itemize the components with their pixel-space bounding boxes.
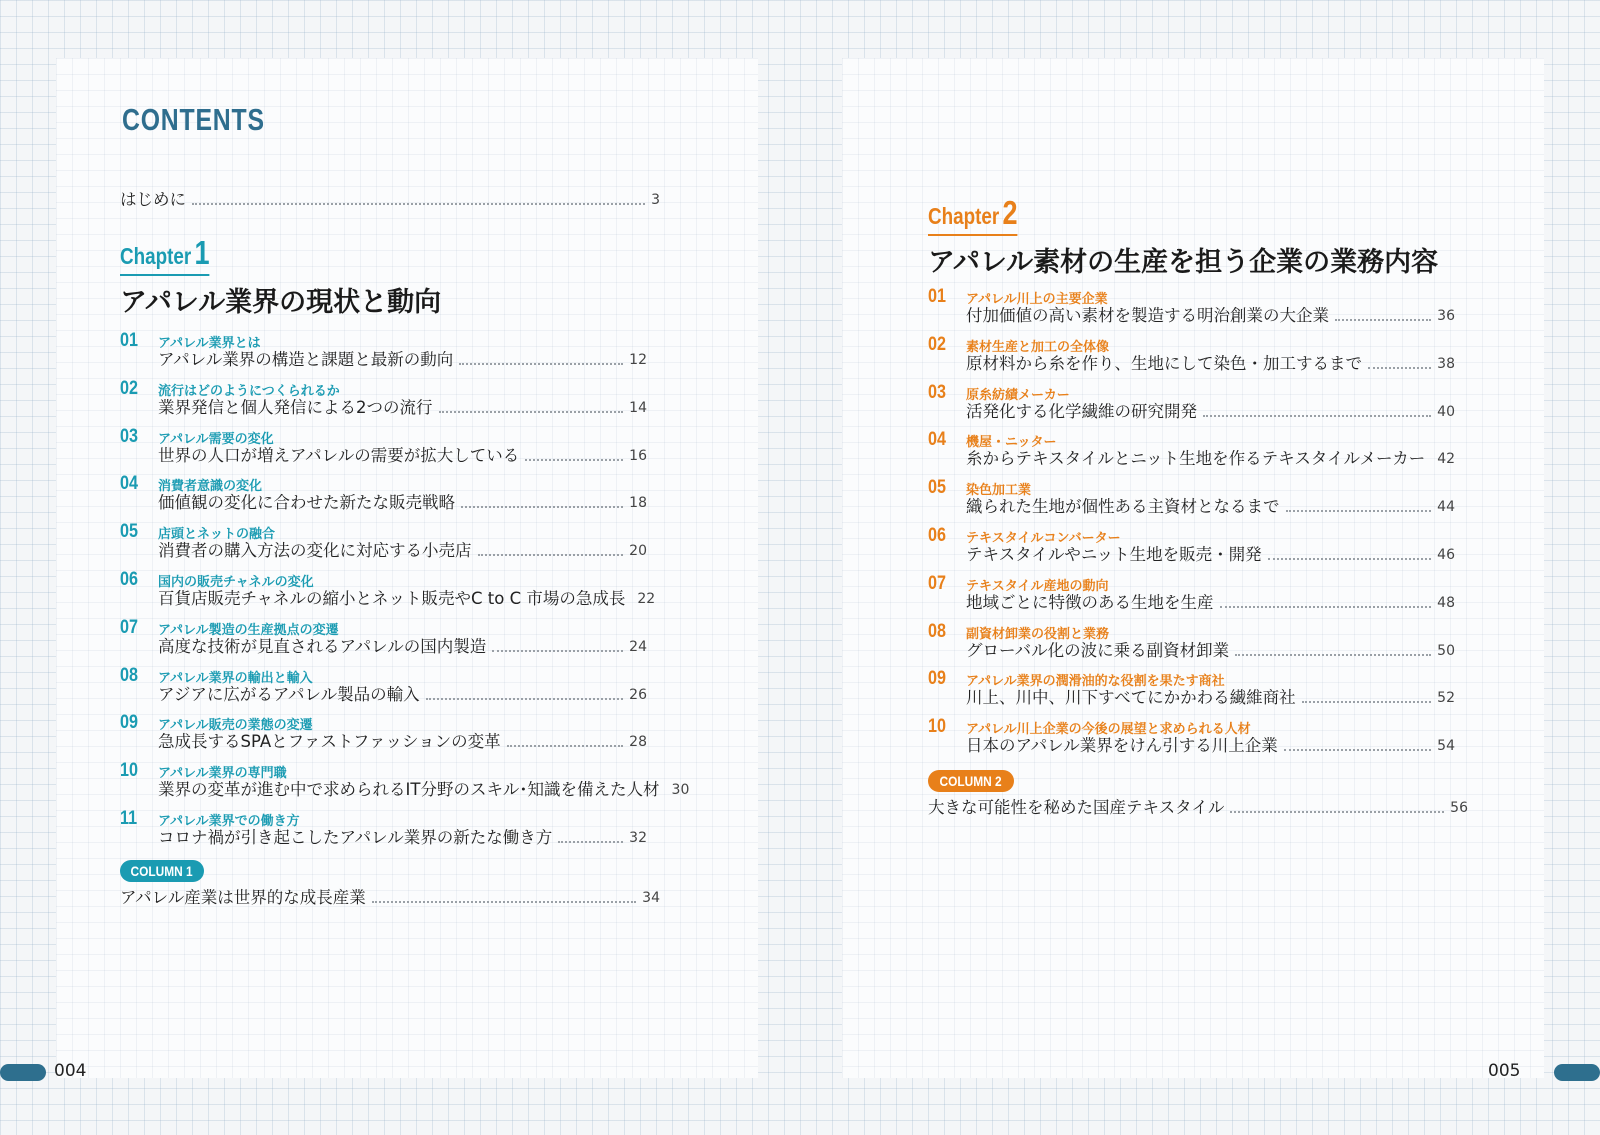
chapter-2-number: 2 bbox=[1002, 194, 1018, 231]
leader-dots bbox=[1284, 749, 1431, 751]
column-1-page: 34 bbox=[642, 890, 660, 906]
entry-title: 付加価値の高い素材を製造する明治創業の大企業 bbox=[966, 306, 1329, 325]
intro-page: 3 bbox=[651, 192, 660, 208]
entry-subtitle: テキスタイル産地の動向 bbox=[966, 578, 1109, 594]
entry-subtitle: 原糸紡績メーカー bbox=[966, 387, 1070, 403]
entry-subtitle: 消費者意識の変化 bbox=[158, 479, 263, 495]
contents-title: CONTENTS bbox=[122, 102, 265, 137]
entry-page: 46 bbox=[1437, 547, 1455, 563]
leader-dots bbox=[439, 411, 624, 413]
left-folio-tab bbox=[0, 1064, 46, 1081]
entry-number: 03 bbox=[928, 381, 946, 403]
intro-entry[interactable] bbox=[120, 190, 660, 210]
entry-title: アジアに広がるアパレル製品の輸入 bbox=[158, 684, 420, 704]
chapter-2-label: Chapter2 bbox=[928, 194, 1037, 236]
entry-page: 14 bbox=[629, 399, 647, 416]
entry-page: 28 bbox=[629, 734, 647, 751]
entry-number: 04 bbox=[120, 473, 138, 495]
entry-title: 糸からテキスタイルとニット生地を作るテキスタイルメーカー bbox=[966, 449, 1426, 469]
entry-page: 38 bbox=[1437, 355, 1455, 372]
leader-dots bbox=[507, 745, 624, 747]
entry-title: 百貨店販売チャネルの縮小とネット販売やC to C 市場の急成長 bbox=[158, 589, 626, 608]
chapter-2-title: アパレル素材の生産を担う企業の業務内容 bbox=[928, 247, 1439, 278]
entry-title: アパレル業界の構造と課題と最新の動向 bbox=[158, 350, 454, 369]
leader-dots bbox=[1268, 558, 1431, 560]
entry-number: 06 bbox=[928, 525, 946, 546]
leader-dots bbox=[478, 554, 624, 556]
entry-page: 42 bbox=[1437, 451, 1456, 468]
entry-title: 活発化する化学繊維の研究開発 bbox=[966, 401, 1197, 421]
column-1-entry[interactable] bbox=[120, 888, 660, 908]
entry-number: 08 bbox=[928, 620, 946, 642]
entry-title: 急成長するSPAとファストファッションの変革 bbox=[158, 732, 501, 752]
entry-subtitle: 国内の販売チャネルの変化 bbox=[158, 575, 314, 590]
column-1-badge: COLUMN 1 bbox=[120, 860, 204, 882]
entry-page: 18 bbox=[629, 495, 647, 512]
entry-page: 20 bbox=[629, 543, 647, 560]
entry-number: 07 bbox=[120, 616, 138, 638]
entry-subtitle: アパレル製造の生産拠点の変遷 bbox=[158, 622, 339, 638]
entry-number: 04 bbox=[928, 429, 946, 451]
leader-dots bbox=[525, 459, 623, 461]
entry-number: 05 bbox=[928, 477, 946, 499]
entry-title: 川上、川中、川下すべてにかかわる繊維商社 bbox=[966, 688, 1296, 708]
column-2-title: 大きな可能性を秘めた国産テキスタイル bbox=[928, 798, 1225, 817]
entry-number: 10 bbox=[928, 716, 946, 738]
leader-dots bbox=[1203, 415, 1431, 417]
entry-page: 54 bbox=[1437, 738, 1455, 755]
column-1-title: アパレル産業は世界的な成長産業 bbox=[120, 888, 366, 907]
entry-subtitle: アパレル業界での働き方 bbox=[158, 814, 300, 829]
entry-subtitle: アパレル業界の潤滑油的な役割を果たす商社 bbox=[966, 674, 1225, 690]
leader-dots bbox=[1302, 701, 1432, 703]
entry-page: 26 bbox=[629, 686, 647, 703]
entry-title: 業界の変革が進む中で求められるIT分野のスキル･知識を備えた人材 bbox=[158, 780, 660, 800]
entry-page: 22 bbox=[637, 591, 656, 607]
entry-title: 業界発信と個人発信による2つの流行 bbox=[158, 397, 433, 417]
entry-number: 09 bbox=[928, 668, 946, 690]
entry-subtitle: 店頭とネットの融合 bbox=[158, 527, 276, 543]
entry-page: 16 bbox=[629, 447, 647, 464]
leader-dots bbox=[492, 650, 623, 652]
entry-page: 40 bbox=[1437, 403, 1455, 420]
leader-dots bbox=[1335, 319, 1431, 321]
chapter-1-number: 1 bbox=[194, 234, 210, 271]
entry-page: 50 bbox=[1437, 642, 1455, 659]
intro-label: はじめに bbox=[120, 190, 186, 209]
entry-number: 11 bbox=[120, 808, 138, 829]
entry-title: 消費者の購入方法の変化に対応する小売店 bbox=[158, 541, 472, 561]
leader-dots bbox=[1286, 510, 1432, 512]
entry-subtitle: 副資材卸業の役割と業務 bbox=[966, 626, 1110, 642]
entry-page: 44 bbox=[1437, 499, 1455, 516]
entry-number: 05 bbox=[120, 521, 138, 543]
entry-subtitle: 染色加工業 bbox=[966, 483, 1032, 499]
entry-title: 織られた生地が個性ある主資材となるまで bbox=[966, 497, 1280, 517]
entry-number: 02 bbox=[928, 333, 946, 355]
entry-number: 08 bbox=[120, 664, 138, 686]
entry-title: グローバル化の波に乗る副資材卸業 bbox=[966, 640, 1230, 660]
leader-dots bbox=[1230, 811, 1444, 813]
entry-page: 52 bbox=[1437, 690, 1455, 707]
entry-subtitle: アパレル業界の輸出と輸入 bbox=[158, 670, 313, 686]
entry-page: 24 bbox=[629, 638, 647, 655]
entry-number: 03 bbox=[120, 425, 138, 447]
entry-title: 価値観の変化に合わせた新たな販売戦略 bbox=[158, 493, 455, 513]
entry-page: 12 bbox=[629, 352, 647, 368]
right-page bbox=[842, 58, 1544, 1078]
column-2-page: 56 bbox=[1450, 800, 1468, 816]
entry-number: 06 bbox=[120, 569, 138, 590]
entry-title: 原材料から糸を作り、生地にして染色・加工するまで bbox=[966, 353, 1362, 373]
leader-dots bbox=[372, 901, 636, 903]
chapter-1-label: Chapter1 bbox=[120, 234, 229, 276]
entry-page: 36 bbox=[1437, 308, 1455, 324]
entry-title: 世界の人口が増えアパレルの需要が拡大している bbox=[158, 445, 520, 465]
column-2-entry[interactable] bbox=[928, 798, 1468, 818]
right-folio-tab bbox=[1554, 1064, 1600, 1081]
entry-page: 30 bbox=[671, 782, 690, 799]
entry-number: 01 bbox=[928, 286, 946, 307]
entry-number: 01 bbox=[120, 330, 138, 351]
entry-subtitle: アパレル販売の業態の変遷 bbox=[158, 718, 313, 734]
entry-subtitle: 素材生産と加工の全体像 bbox=[966, 339, 1110, 355]
leader-dots bbox=[459, 363, 623, 365]
entry-subtitle: アパレル川上の主要企業 bbox=[966, 292, 1108, 307]
entry-number: 02 bbox=[120, 377, 138, 399]
entry-title: 高度な技術が見直されるアパレルの国内製造 bbox=[158, 636, 487, 656]
leader-dots bbox=[461, 506, 623, 508]
leader-dots bbox=[1368, 367, 1431, 369]
leader-dots bbox=[558, 841, 623, 843]
leader-dots bbox=[426, 698, 624, 700]
entry-page: 48 bbox=[1437, 594, 1455, 611]
entry-title: 地域ごとに特徴のある生地を生産 bbox=[966, 592, 1214, 612]
entry-number: 09 bbox=[120, 712, 138, 734]
entry-subtitle: アパレル業界とは bbox=[158, 336, 261, 351]
chapter-1-title: アパレル業界の現状と動向 bbox=[120, 287, 442, 318]
column-2-badge: COLUMN 2 bbox=[928, 770, 1014, 792]
entry-page: 32 bbox=[629, 830, 647, 846]
leader-dots bbox=[1235, 654, 1431, 656]
leader-dots bbox=[192, 203, 645, 205]
entry-number: 07 bbox=[928, 572, 946, 594]
left-page bbox=[56, 58, 758, 1078]
entry-subtitle: 流行はどのようにつくられるか bbox=[158, 383, 340, 399]
right-folio: 005 bbox=[1488, 1061, 1521, 1081]
entry-subtitle: テキスタイルコンバーター bbox=[966, 531, 1121, 546]
entry-subtitle: 機屋・ニッター bbox=[966, 435, 1057, 451]
entry-title: コロナ禍が引き起こしたアパレル業界の新たな働き方 bbox=[158, 828, 553, 847]
entry-title: 日本のアパレル業界をけん引する川上企業 bbox=[966, 736, 1278, 756]
leader-dots bbox=[1220, 606, 1432, 608]
entry-number: 10 bbox=[120, 760, 138, 782]
entry-title: テキスタイルやニット生地を販売・開発 bbox=[966, 545, 1262, 564]
entry-subtitle: アパレル需要の変化 bbox=[158, 431, 274, 447]
entry-subtitle: アパレル業界の専門職 bbox=[158, 766, 287, 782]
left-folio: 004 bbox=[54, 1061, 87, 1081]
entry-subtitle: アパレル川上企業の今後の展望と求められる人材 bbox=[966, 722, 1251, 738]
